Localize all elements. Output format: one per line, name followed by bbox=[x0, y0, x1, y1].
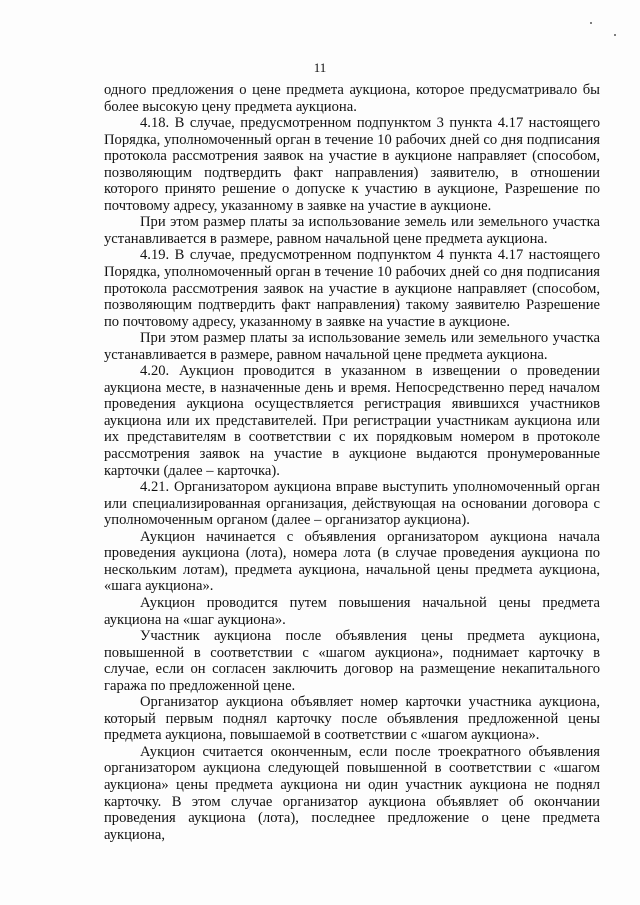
paragraph-4-20: 4.20. Аукцион проводится в указанном в извещении о проведении аукциона месте, в назначенные день и время. Непосредственно перед началом проведения аукциона осуществляется регистрация явившихся участников аукциона или их представителей. При регистрации участникам аукциона или их представителям в соответствии с их порядковым номером в протоколе рассмотрения заявок на участие в аукционе выдаются пронумерованные карточки (далее – карточка). bbox=[104, 363, 600, 479]
document-body bbox=[104, 82, 600, 843]
paragraph-4-18: 4.18. В случае, предусмотренном подпунктом 3 пункта 4.17 настоящего Порядка, уполномоченный орган в течение 10 рабочих дней со дня подписания протокола рассмотрения заявок на участие в аукционе направляет (способом, позволяющим подтвердить факт направления) заявителю, в отношении которого принято решение о допуске к участию в аукционе, Разрешение по почтовому адресу, указанному в заявке на участие в аукционе. bbox=[104, 115, 600, 214]
scan-speck bbox=[590, 22, 592, 24]
paragraph-auction-step: Аукцион проводится путем повышения начальной цены предмета аукциона на «шаг аукциона». bbox=[104, 594, 600, 628]
scan-speck bbox=[614, 34, 616, 36]
paragraph-continuation: одного предложения о цене предмета аукциона, которое предусматривало бы более высокую цену предмета аукциона. bbox=[104, 82, 600, 115]
paragraph-payment-4-18: При этом размер платы за использование земель или земельного участка устанавливается в размере, равном начальной цене предмета аукциона. bbox=[104, 214, 600, 247]
paragraph-auction-start: Аукцион начинается с объявления организатором аукциона начала проведения аукциона (лота), номера лота (в случае проведения аукциона по нескольким лотам), предмета аукциона, начальной цены предмета аукциона, «шага аукциона». bbox=[104, 528, 600, 595]
paragraph-4-19: 4.19. В случае, предусмотренном подпунктом 4 пункта 4.17 настоящего Порядка, уполномоченный орган в течение 10 рабочих дней со дня подписания протокола рассмотрения заявок на участие в аукционе направляет (способом, позволяющим подтвердить факт направления) такому заявителю Разрешение по почтовому адресу, указанному в заявке на участие в аукционе. bbox=[104, 247, 600, 330]
page-number: 11 bbox=[313, 60, 327, 75]
paragraph-organizer-announces: Организатор аукциона объявляет номер карточки участника аукциона, который первым поднял карточку после объявления предложенной цены предмета аукциона, повышаемой в соответствии с «шагом аукциона». bbox=[104, 694, 600, 744]
paragraph-4-21: 4.21. Организатором аукциона вправе выступить уполномоченный орган или специализированная организация, действующая на основании договора с уполномоченным органом (далее – организатор аукциона). bbox=[104, 479, 600, 529]
paragraph-participant-card: Участник аукциона после объявления цены предмета аукциона, повышенной в соответствии с «шагом аукциона», поднимает карточку в случае, если он согласен заключить договор на размещение некапитального гаража по предложенной цене. bbox=[104, 628, 600, 694]
paragraph-payment-4-19: При этом размер платы за использование земель или земельного участка устанавливается в размере, равном начальной цене предмета аукциона. bbox=[104, 330, 600, 363]
paragraph-auction-end: Аукцион считается оконченным, если после троекратного объявления организатором аукциона следующей повышенной в соответствии с «шагом аукциона» цены предмета аукциона ни один участник аукциона не поднял карточку. В этом случае организатор аукциона объявляет об окончании проведения аукциона (лота), последнее предложение о цене предмета аукциона, bbox=[104, 743, 600, 843]
